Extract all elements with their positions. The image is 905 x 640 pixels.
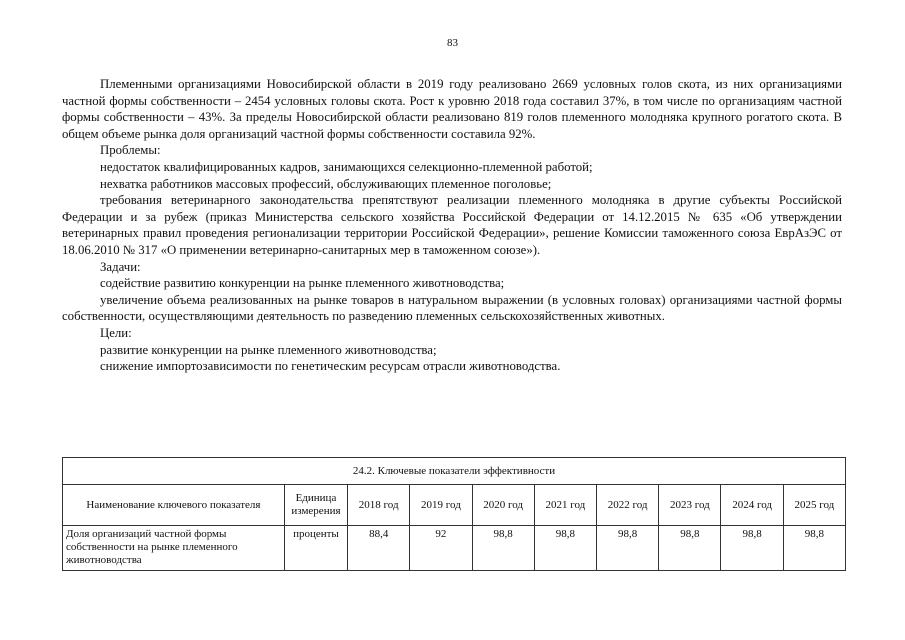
problem-item: недостаток квалифицированных кадров, занимающихся селекционно-племенной работой; xyxy=(100,159,593,174)
header-year: 2020 год xyxy=(472,485,534,526)
goal-item: развитие конкуренции на рынке племенного животноводства; xyxy=(100,342,437,357)
header-year: 2018 год xyxy=(348,485,410,526)
value-cell: 98,8 xyxy=(534,526,596,571)
header-year: 2025 год xyxy=(783,485,845,526)
problems-heading: Проблемы: xyxy=(100,143,161,158)
header-year: 2022 год xyxy=(597,485,659,526)
page-number: 83 xyxy=(447,37,458,49)
goal-item: снижение импортозависимости по генетическим ресурсам отрасли животноводства. xyxy=(100,359,561,374)
document-body xyxy=(62,76,842,375)
table-header-row xyxy=(63,485,846,526)
value-cell: 98,8 xyxy=(597,526,659,571)
header-year: 2023 год xyxy=(659,485,721,526)
intro-paragraph: Племенными организациями Новосибирской области в 2019 году реализовано 2669 условных голов скота, из них организациями частной формы собственности – 2454 условных головы скота. Рост к уровню 2018 года составил 37%, в том числе по организациям частной формы собственности – 43%. За пределы Новосибирской области реализовано 819 голов племенного молодняка крупного рогатого скота. В общем объеме рынка доля организаций частной формы собственности составила 92%. xyxy=(62,77,842,141)
table-caption: 24.2. Ключевые показатели эффективности xyxy=(63,458,846,485)
value-cell: 98,8 xyxy=(472,526,534,571)
problem-item: нехватка работников массовых профессий, обслуживающих племенное поголовье; xyxy=(100,176,552,191)
value-cell: 98,8 xyxy=(659,526,721,571)
value-cell: 88,4 xyxy=(348,526,410,571)
task-item: увеличение объема реализованных на рынке товаров в натуральном выражении (в условных головах) организациями частной формы собственности, осуществляющими деятельность по разведению племенных сельскохозяйственных животных. xyxy=(62,292,842,324)
indicator-name-cell: Доля организаций частной формы собственности на рынке племенного животноводства xyxy=(63,526,285,571)
unit-cell: проценты xyxy=(284,526,347,571)
problem-item: требования ветеринарного законодательства препятствуют реализации племенного молодняка в другие субъекты Российской Федерации и за рубеж (приказ Министерства сельского хозяйства Российской Федерации от 14.12.2015 № 635 «Об утверждении ветеринарных правил проведения регионализации территории Российской Федерации», решение Комиссии таможенного союза ЕврАзЭС от 18.06.2010 № 317 «О применении ветеринарно-санитарных мер в таможенном союзе»). xyxy=(62,193,842,257)
table-caption-row xyxy=(63,458,846,485)
header-indicator-name: Наименование ключевого показателя xyxy=(63,485,285,526)
goals-heading: Цели: xyxy=(100,325,132,340)
table-row xyxy=(63,526,846,571)
header-year: 2024 год xyxy=(721,485,783,526)
header-unit: Единица измерения xyxy=(284,485,347,526)
value-cell: 98,8 xyxy=(783,526,845,571)
header-year: 2021 год xyxy=(534,485,596,526)
value-cell: 98,8 xyxy=(721,526,783,571)
tasks-heading: Задачи: xyxy=(100,259,141,274)
kpi-table xyxy=(62,457,846,571)
value-cell: 92 xyxy=(410,526,472,571)
header-year: 2019 год xyxy=(410,485,472,526)
task-item: содействие развитию конкуренции на рынке племенного животноводства; xyxy=(100,276,505,291)
